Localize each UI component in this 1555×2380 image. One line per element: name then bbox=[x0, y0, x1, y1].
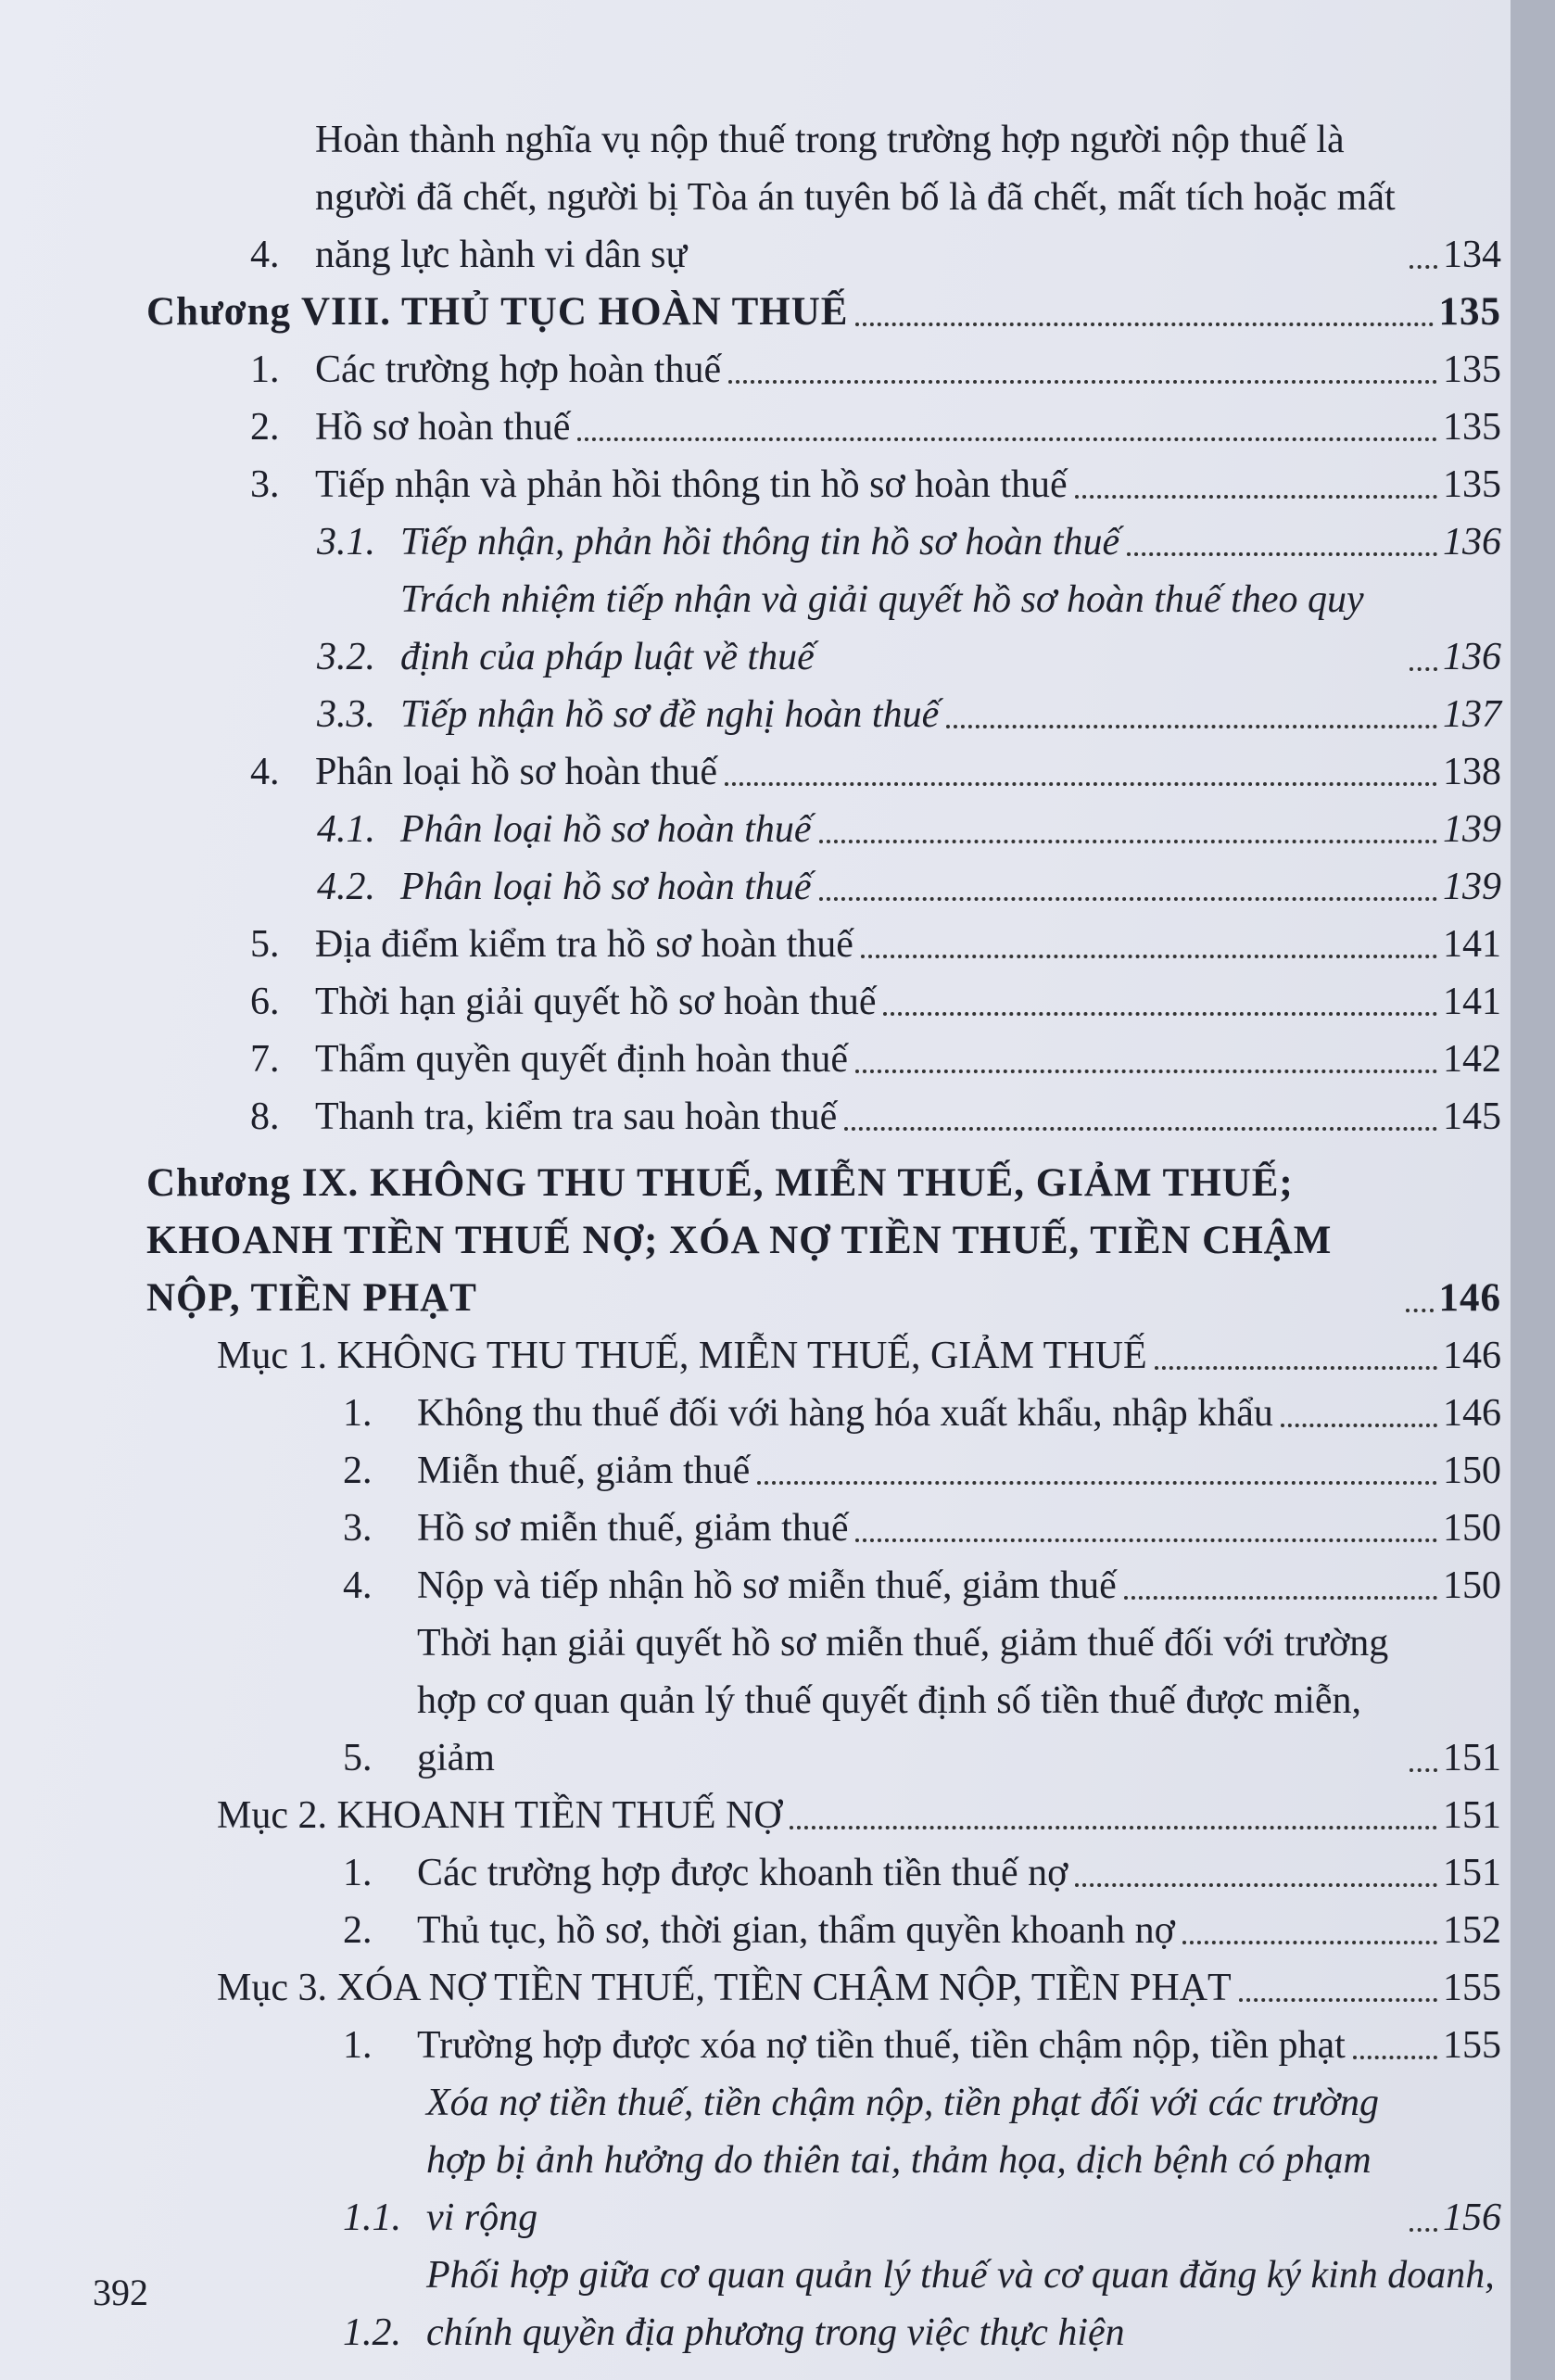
entry-number: 1. bbox=[343, 1852, 373, 1894]
toc-subentry bbox=[139, 571, 1501, 686]
entry-number: 8. bbox=[250, 1095, 280, 1138]
toc-entry bbox=[139, 1557, 1501, 1614]
entry-page: 136 bbox=[1443, 521, 1501, 563]
section-page: 146 bbox=[1443, 1335, 1501, 1377]
leader-dots bbox=[883, 1012, 1437, 1016]
entry-number: 3.2. bbox=[317, 636, 375, 678]
leader-dots bbox=[1406, 1309, 1434, 1312]
toc-entry bbox=[139, 2017, 1501, 2074]
entry-title: Thời hạn giải quyết hồ sơ hoàn thuế bbox=[315, 981, 877, 1023]
leader-dots bbox=[1155, 1366, 1437, 1370]
entry-number: 3. bbox=[250, 463, 280, 506]
entry-title: Trường hợp được xóa nợ tiền thuế, tiền chậm nộp, tiền phạt bbox=[417, 2024, 1346, 2067]
entry-number: 5. bbox=[343, 1737, 373, 1779]
entry-page: 136 bbox=[1443, 636, 1501, 678]
entry-title: Thủ tục, hồ sơ, thời gian, thẩm quyền khoanh nợ bbox=[417, 1909, 1175, 1952]
toc-subentry bbox=[139, 801, 1501, 858]
toc-entry bbox=[139, 399, 1501, 456]
leader-dots bbox=[1124, 1596, 1437, 1600]
chapter-title: Chương VIII. THỦ TỤC HOÀN THUẾ bbox=[146, 290, 849, 334]
toc-entry bbox=[139, 1844, 1501, 1902]
section-title: Mục 2. KHOANH TIỀN THUẾ NỢ bbox=[217, 1794, 782, 1837]
leader-dots bbox=[1281, 1424, 1437, 1427]
leader-dots bbox=[1075, 1883, 1437, 1887]
leader-dots bbox=[1410, 2228, 1437, 2232]
leader-dots bbox=[757, 1481, 1437, 1485]
toc-entry bbox=[139, 1500, 1501, 1557]
entry-page: 141 bbox=[1443, 923, 1501, 966]
entry-number: 6. bbox=[250, 981, 280, 1023]
toc-entry bbox=[139, 1902, 1501, 1959]
leader-dots bbox=[819, 897, 1437, 901]
leader-dots bbox=[1410, 667, 1437, 671]
entry-title: Tiếp nhận hồ sơ đề nghị hoàn thuế bbox=[400, 693, 940, 736]
chapter-heading bbox=[139, 284, 1501, 341]
toc-entry bbox=[139, 111, 1501, 284]
entry-number: 1.2. bbox=[343, 2311, 401, 2354]
entry-number: 1. bbox=[250, 348, 280, 391]
leader-dots bbox=[855, 1070, 1437, 1073]
entry-page: 135 bbox=[1443, 463, 1501, 506]
entry-number: 5. bbox=[250, 923, 280, 966]
entry-page: 152 bbox=[1443, 1909, 1501, 1952]
section-heading bbox=[139, 1959, 1501, 2017]
leader-dots bbox=[577, 437, 1437, 441]
entry-title: Phối hợp giữa cơ quan quản lý thuế và cơ quan đăng ký kinh doanh, chính quyền địa phương trong việc thực hiện bbox=[426, 2254, 1495, 2354]
entry-title: Các trường hợp hoàn thuế bbox=[315, 348, 722, 391]
entry-page: 137 bbox=[1443, 693, 1501, 736]
entry-number: 4. bbox=[250, 234, 280, 276]
entry-title: Xóa nợ tiền thuế, tiền chậm nộp, tiền phạt đối với các trường hợp bị ảnh hưởng do thiên tai, thảm họa, dịch bệnh có phạm vi rộng bbox=[426, 2082, 1379, 2239]
entry-title: Hoàn thành nghĩa vụ nộp thuế trong trường hợp người nộp thuế là người đã chết, người bị Tòa án tuyên bố là đã chết, mất tích hoặc mất năng lực hành vi dân sự bbox=[315, 119, 1396, 276]
table-of-contents bbox=[139, 111, 1501, 2361]
entry-number: 1. bbox=[343, 1392, 373, 1435]
entry-number: 4.2. bbox=[317, 866, 375, 908]
chapter-page: 146 bbox=[1438, 1276, 1501, 1320]
page-number: 392 bbox=[93, 2272, 148, 2313]
entry-title: Thời hạn giải quyết hồ sơ miễn thuế, giảm thuế đối với trường hợp cơ quan quản lý thuế quyết định số tiền thuế được miễn, giảm bbox=[417, 1622, 1389, 1779]
entry-page: 139 bbox=[1443, 866, 1501, 908]
leader-dots bbox=[728, 380, 1437, 384]
entry-number: 4.1. bbox=[317, 808, 375, 851]
entry-page: 156 bbox=[1443, 2196, 1501, 2239]
chapter-title: Chương IX. KHÔNG THU THUẾ, MIỄN THUẾ, GIẢM THUẾ; KHOANH TIỀN THUẾ NỢ; XÓA NỢ TIỀN THUẾ, TIỀN CHẬM NỘP, TIỀN PHẠT bbox=[146, 1161, 1333, 1320]
entry-page: 151 bbox=[1443, 1737, 1501, 1779]
section-page: 151 bbox=[1443, 1794, 1501, 1837]
toc-entry bbox=[139, 1385, 1501, 1442]
leader-dots bbox=[1239, 1998, 1437, 2002]
entry-number: 1.1. bbox=[343, 2196, 401, 2239]
entry-title: Các trường hợp được khoanh tiền thuế nợ bbox=[417, 1852, 1068, 1894]
entry-title: Thanh tra, kiểm tra sau hoàn thuế bbox=[315, 1095, 838, 1138]
entry-title: Nộp và tiếp nhận hồ sơ miễn thuế, giảm thuế bbox=[417, 1564, 1117, 1607]
section-title: Mục 1. KHÔNG THU THUẾ, MIỄN THUẾ, GIẢM THUẾ bbox=[217, 1335, 1147, 1377]
entry-number: 3.1. bbox=[317, 521, 375, 563]
toc-subentry bbox=[139, 513, 1501, 571]
toc-subentry bbox=[139, 2074, 1501, 2247]
entry-page: 150 bbox=[1443, 1564, 1501, 1607]
section-heading bbox=[139, 1327, 1501, 1385]
page-edge bbox=[1511, 0, 1555, 2380]
leader-dots bbox=[790, 1826, 1437, 1829]
entry-page: 150 bbox=[1443, 1507, 1501, 1550]
leader-dots bbox=[1075, 495, 1437, 499]
entry-title: Phân loại hồ sơ hoàn thuế bbox=[315, 751, 717, 793]
entry-title: Không thu thuế đối với hàng hóa xuất khẩu, nhập khẩu bbox=[417, 1392, 1273, 1435]
chapter-page: 135 bbox=[1438, 290, 1501, 334]
leader-dots bbox=[861, 955, 1437, 958]
toc-entry bbox=[139, 341, 1501, 399]
leader-dots bbox=[725, 782, 1437, 786]
leader-dots bbox=[1410, 265, 1437, 269]
entry-page: 135 bbox=[1443, 406, 1501, 449]
entry-page: 134 bbox=[1443, 234, 1501, 276]
entry-number: 3. bbox=[343, 1507, 373, 1550]
entry-number: 3.3. bbox=[317, 693, 375, 736]
toc-entry bbox=[139, 1088, 1501, 1146]
entry-number: 1. bbox=[343, 2024, 373, 2067]
leader-dots bbox=[844, 1127, 1437, 1131]
entry-title: Thẩm quyền quyết định hoàn thuế bbox=[315, 1038, 849, 1081]
entry-number: 2. bbox=[343, 1450, 373, 1492]
entry-page: 146 bbox=[1443, 1392, 1501, 1435]
entry-page: 155 bbox=[1443, 2024, 1501, 2067]
entry-title: Hồ sơ miễn thuế, giảm thuế bbox=[417, 1507, 849, 1550]
leader-dots bbox=[1127, 552, 1437, 556]
leader-dots bbox=[1182, 1941, 1437, 1944]
entry-page: 151 bbox=[1443, 1852, 1501, 1894]
entry-title: Hồ sơ hoàn thuế bbox=[315, 406, 571, 449]
toc-entry bbox=[139, 973, 1501, 1031]
entry-title: Phân loại hồ sơ hoàn thuế bbox=[400, 808, 812, 851]
section-title: Mục 3. XÓA NỢ TIỀN THUẾ, TIỀN CHẬM NỘP, TIỀN PHẠT bbox=[217, 1967, 1232, 2009]
leader-dots bbox=[1353, 2056, 1437, 2059]
leader-dots bbox=[855, 323, 1433, 326]
entry-title: Địa điểm kiểm tra hồ sơ hoàn thuế bbox=[315, 923, 853, 966]
toc-entry bbox=[139, 1442, 1501, 1500]
entry-title: Tiếp nhận và phản hồi thông tin hồ sơ hoàn thuế bbox=[315, 463, 1068, 506]
leader-dots bbox=[855, 1538, 1437, 1542]
toc-subentry bbox=[139, 2247, 1501, 2361]
entry-title: Phân loại hồ sơ hoàn thuế bbox=[400, 866, 812, 908]
entry-page: 150 bbox=[1443, 1450, 1501, 1492]
entry-number: 4. bbox=[250, 751, 280, 793]
entry-page: 139 bbox=[1443, 808, 1501, 851]
section-page: 155 bbox=[1443, 1967, 1501, 2009]
entry-page: 138 bbox=[1443, 751, 1501, 793]
entry-page: 135 bbox=[1443, 348, 1501, 391]
section-heading bbox=[139, 1787, 1501, 1844]
entry-title: Trách nhiệm tiếp nhận và giải quyết hồ sơ hoàn thuế theo quy định của pháp luật về thuế bbox=[400, 578, 1364, 678]
toc-entry bbox=[139, 1031, 1501, 1088]
entry-number: 2. bbox=[250, 406, 280, 449]
toc-subentry bbox=[139, 858, 1501, 916]
entry-number: 4. bbox=[343, 1564, 373, 1607]
entry-title: Tiếp nhận, phản hồi thông tin hồ sơ hoàn thuế bbox=[400, 521, 1120, 563]
entry-title: Miễn thuế, giảm thuế bbox=[417, 1450, 751, 1492]
entry-page: 145 bbox=[1443, 1095, 1501, 1138]
toc-entry bbox=[139, 743, 1501, 801]
leader-dots bbox=[1410, 1768, 1437, 1772]
toc-subentry bbox=[139, 686, 1501, 743]
chapter-heading bbox=[139, 1155, 1501, 1327]
toc-entry bbox=[139, 1614, 1501, 1787]
leader-dots bbox=[819, 840, 1437, 843]
leader-dots bbox=[946, 725, 1437, 728]
toc-entry bbox=[139, 456, 1501, 513]
toc-entry bbox=[139, 916, 1501, 973]
entry-number: 2. bbox=[343, 1909, 373, 1952]
entry-number: 7. bbox=[250, 1038, 280, 1081]
entry-page: 142 bbox=[1443, 1038, 1501, 1081]
entry-page: 141 bbox=[1443, 981, 1501, 1023]
